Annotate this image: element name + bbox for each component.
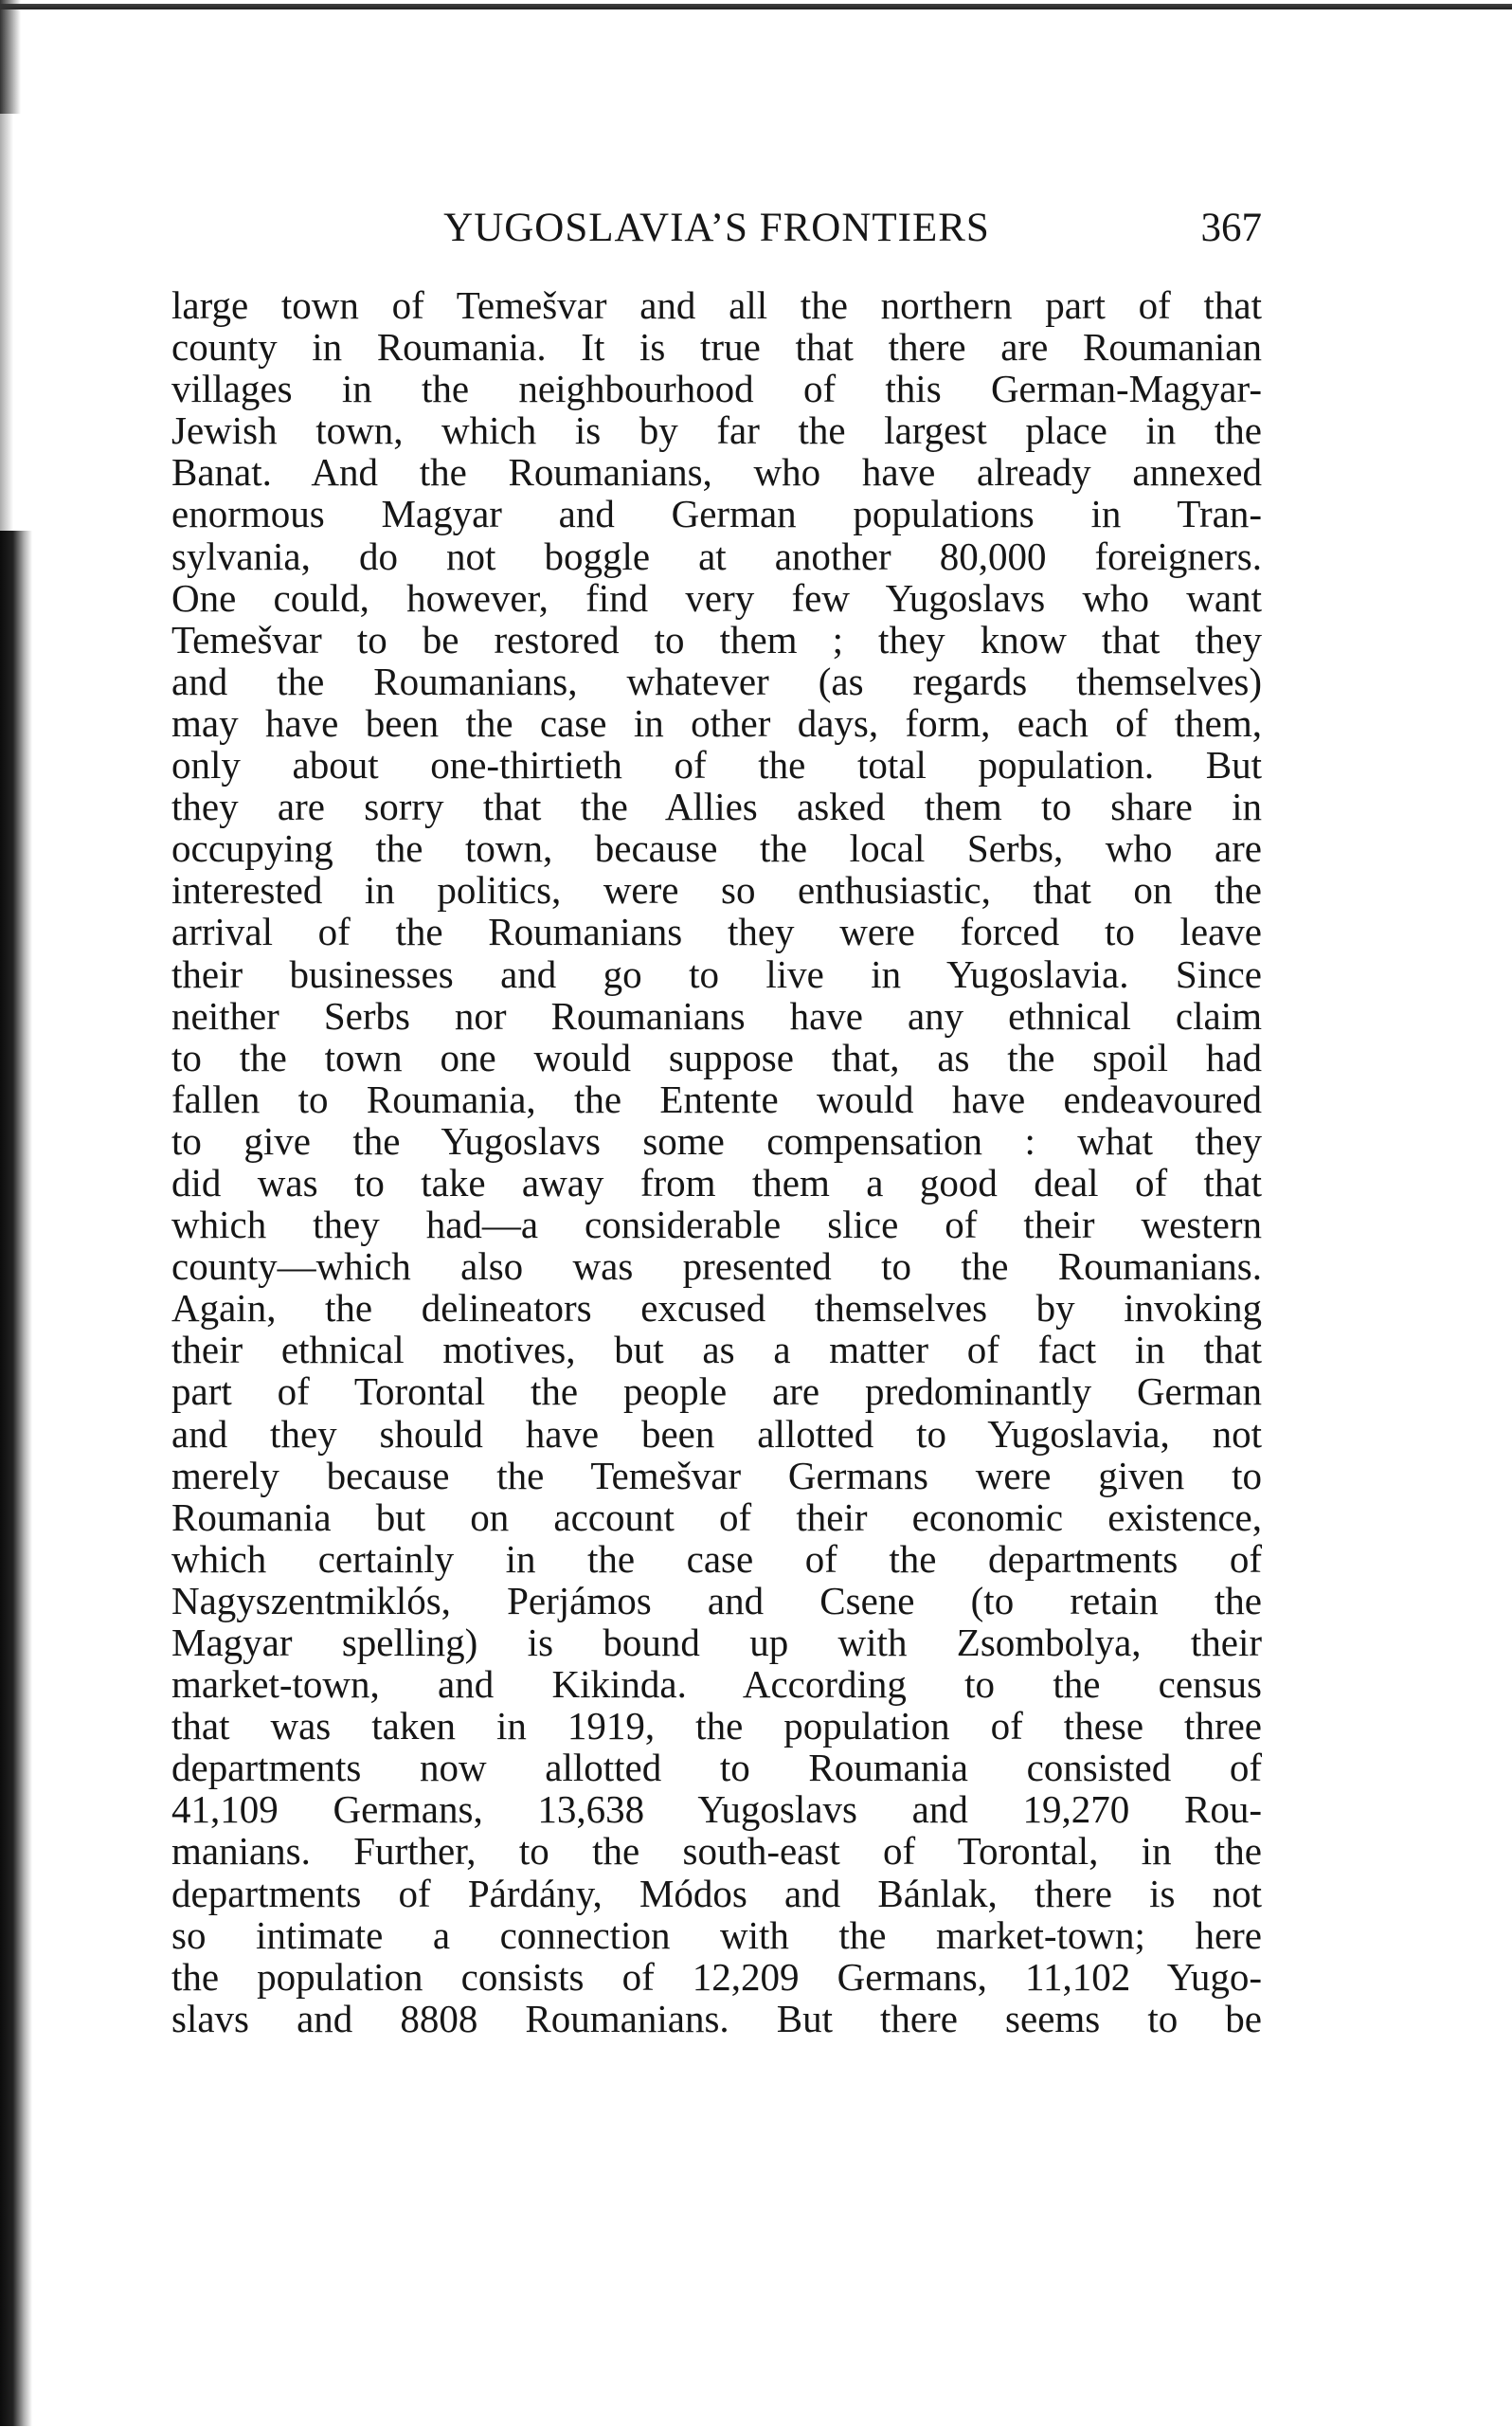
text-line: Temešvar to be restored to them ; they know that they xyxy=(171,617,1262,661)
text-line: which certainly in the case of the departments of xyxy=(171,1536,1262,1581)
text-line: that was taken in 1919, the population of these three xyxy=(171,1704,1262,1748)
running-head-title: YUGOSLAVIA’S FRONTIERS xyxy=(443,206,990,250)
text-line: neither Serbs nor Roumanians have any ethnical claim xyxy=(171,993,1262,1038)
text-line: Roumania but on account of their economic existence, xyxy=(171,1494,1262,1539)
text-line: merely because the Temešvar Germans were given to xyxy=(171,1453,1262,1497)
text-line: to the town one would suppose that, as the spoil had xyxy=(171,1035,1262,1079)
text-line: may have been the case in other days, form, each of them, xyxy=(171,700,1262,745)
text-line: large town of Temešvar and all the northern part of that xyxy=(171,283,1262,327)
text-line: departments of Párdány, Módos and Bánlak, there is not xyxy=(171,1871,1262,1915)
text-line: so intimate a connection with the market-town; here xyxy=(171,1912,1262,1957)
binding-shadow-faint xyxy=(0,114,13,531)
page-number: 367 xyxy=(1200,206,1262,250)
body-text xyxy=(171,284,1262,2039)
text-line: their ethnical motives, but as a matter of fact in that xyxy=(171,1328,1262,1372)
text-line: villages in the neighbourhood of this German-Magyar- xyxy=(171,367,1262,411)
binding-shadow xyxy=(0,531,32,2426)
text-line: enormous Magyar and German populations in Tran- xyxy=(171,492,1262,536)
text-line: slavs and 8808 Roumanians. But there seems to be xyxy=(171,1996,1262,2040)
text-line: departments now allotted to Roumania consisted of xyxy=(171,1746,1262,1790)
scan-corner-shadow xyxy=(0,0,21,114)
text-line: Banat. And the Roumanians, who have already annexed xyxy=(171,450,1262,495)
text-line: Nagyszentmiklós, Perjámos and Csene (to retain the xyxy=(171,1578,1262,1622)
text-line: sylvania, do not boggle at another 80,000 foreigners. xyxy=(171,534,1262,578)
text-line: fallen to Roumania, the Entente would have endeavoured xyxy=(171,1077,1262,1121)
text-line: they are sorry that the Allies asked them to share in xyxy=(171,785,1262,829)
text-line: which they had—a considerable slice of their western xyxy=(171,1203,1262,1247)
text-line: Again, the delineators excused themselves by invoking xyxy=(171,1286,1262,1331)
text-line: the population consists of 12,209 Germans, 11,102 Yugo- xyxy=(171,1954,1262,1999)
text-line: occupying the town, because the local Serbs, who are xyxy=(171,826,1262,871)
text-line: did was to take away from them a good deal of that xyxy=(171,1160,1262,1204)
text-line: county—which also was presented to the Roumanians. xyxy=(171,1244,1262,1289)
text-line: and they should have been allotted to Yugoslavia, not xyxy=(171,1411,1262,1456)
text-line: manians. Further, to the south-east of Torontal, in the xyxy=(171,1829,1262,1874)
text-line: One could, however, find very few Yugoslavs who want xyxy=(171,575,1262,620)
text-line: part of Torontal the people are predominantly German xyxy=(171,1369,1262,1414)
text-line: only about one-thirtieth of the total population. But xyxy=(171,743,1262,788)
text-line: interested in politics, were so enthusiastic, that on the xyxy=(171,868,1262,913)
text-line: their businesses and go to live in Yugoslavia. Since xyxy=(171,951,1262,996)
running-head xyxy=(171,205,1262,258)
text-line: county in Roumania. It is true that there are Roumanian xyxy=(171,325,1262,370)
text-line: to give the Yugoslavs some compensation : what they xyxy=(171,1118,1262,1163)
text-line: Jewish town, which is by far the largest place in the xyxy=(171,408,1262,453)
scan-top-edge xyxy=(0,4,1512,9)
text-line: and the Roumanians, whatever (as regards themselves) xyxy=(171,659,1262,703)
text-line: arrival of the Roumanians they were forced to leave xyxy=(171,910,1262,954)
text-line: Magyar spelling) is bound up with Zsombolya, their xyxy=(171,1621,1262,1664)
text-line: 41,109 Germans, 13,638 Yugoslavs and 19,270 Rou- xyxy=(171,1787,1262,1832)
text-line: market-town, and Kikinda. According to the census xyxy=(171,1662,1262,1707)
